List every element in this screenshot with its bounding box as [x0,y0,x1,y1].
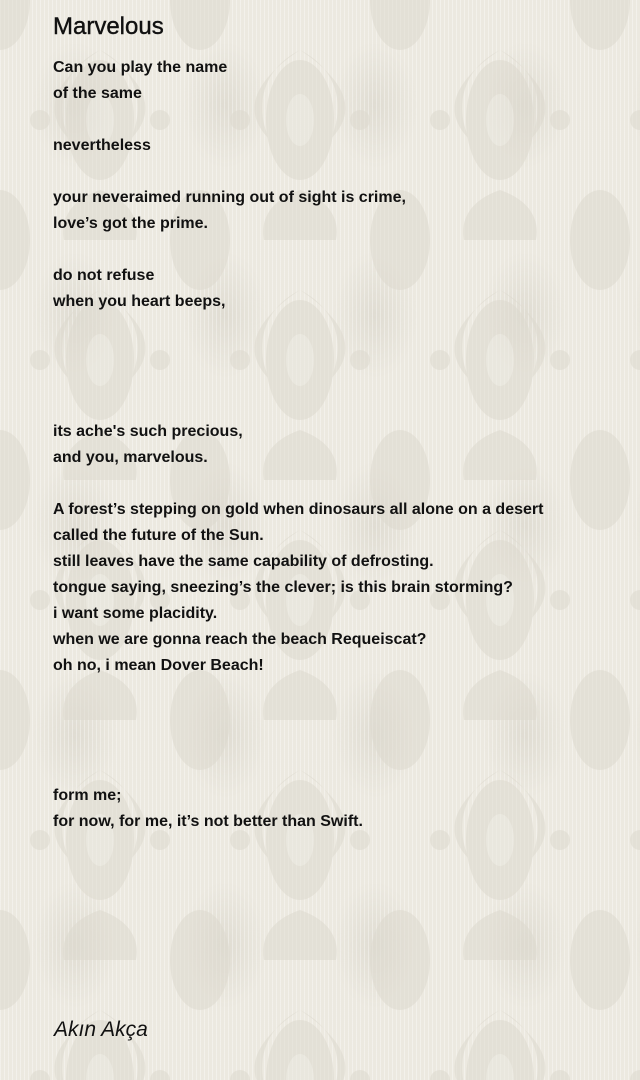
stanza-break [53,731,613,757]
stanza-break [53,679,613,705]
stanza-break [53,367,613,393]
poem-body [53,55,613,835]
poem-line: love’s got the prime. [53,215,208,232]
poem-line: when you heart beeps, [53,293,226,310]
stanza-break [53,107,613,133]
stanza-break [53,159,613,185]
poem-author: Akın Akça [54,1018,148,1041]
stanza-break [53,757,613,783]
poem-line: i want some placidity. [53,605,218,622]
stanza-break [53,237,613,263]
stanza-break [53,393,613,419]
poem-line: tongue saying, sneezing’s the clever; is this brain storming? [53,579,513,596]
stanza-break [53,705,613,731]
poem-line: and you, marvelous. [53,449,208,466]
poem-line: nevertheless [53,137,151,154]
poem-card [53,12,613,835]
poem-line: still leaves have the same capability of defrosting. [53,553,434,570]
poem-title: Marvelous [53,13,164,40]
poem-line: when we are gonna reach the beach Requeiscat? [53,631,427,648]
stanza-break [53,471,613,497]
poem-line: its ache's such precious, [53,423,243,440]
stanza-break [53,315,613,341]
poem-line: called the future of the Sun. [53,527,264,544]
stanza-break [53,341,613,367]
poem-line: for now, for me, it’s not better than Swift. [53,813,363,830]
poem-line: of the same [53,85,142,102]
poem-line: A forest’s stepping on gold when dinosaurs all alone on a desert [53,501,544,518]
poem-line: do not refuse [53,267,155,284]
poem-line: Can you play the name [53,59,228,76]
poem-line: form me; [53,787,122,804]
poem-line: oh no, i mean Dover Beach! [53,657,264,674]
poem-line: your neveraimed running out of sight is crime, [53,189,406,206]
